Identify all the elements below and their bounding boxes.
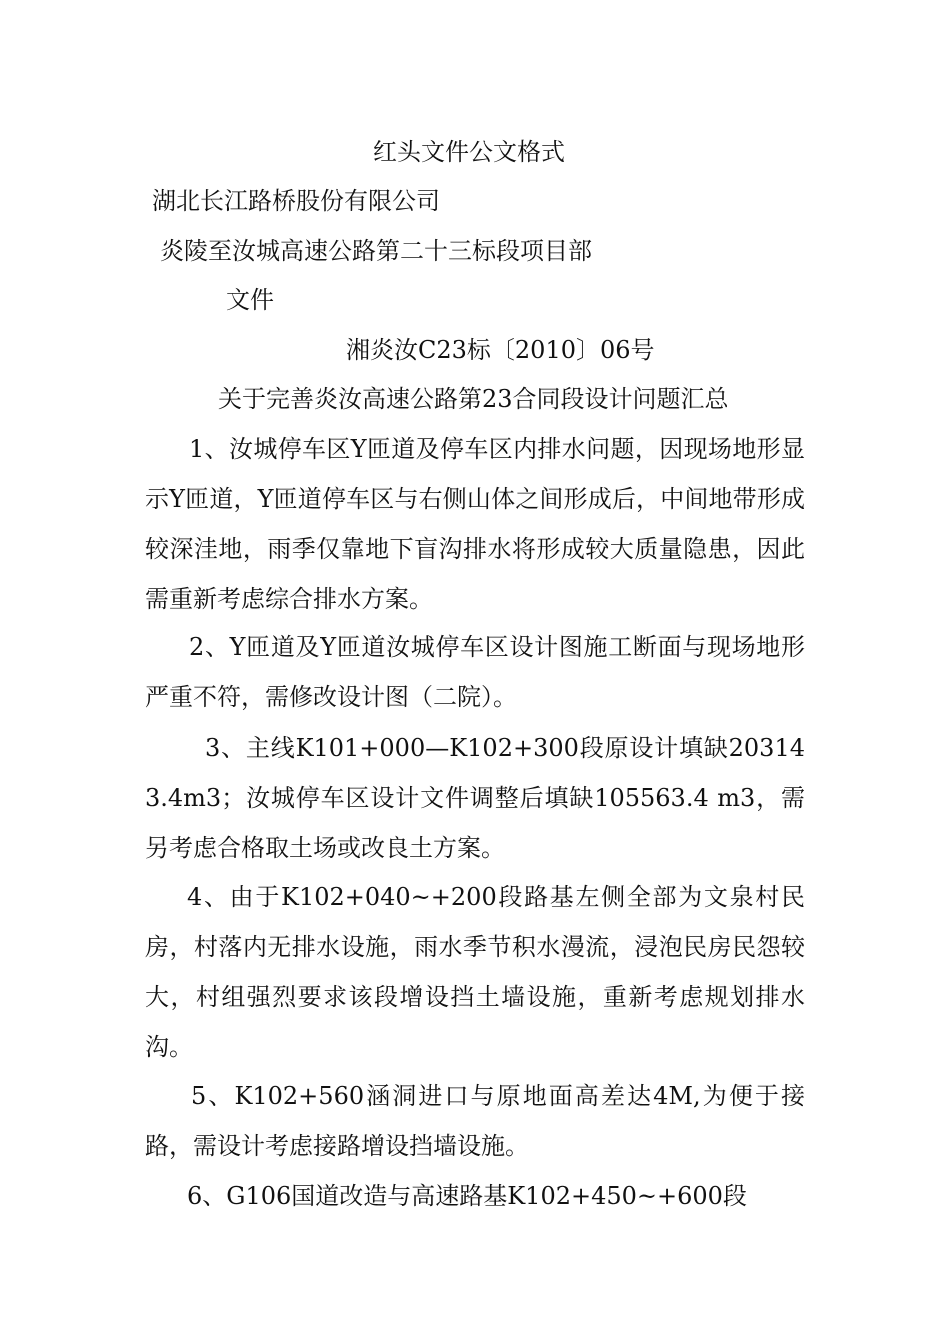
document-subject: 关于完善炎汝高速公路第23合同段设计问题汇总 [218,385,729,413]
issue-item-2: 2、Y匝道及Y匝道汝城停车区设计图施工断面与现场地形严重不符，需修改设计图（二院）。 [145,633,805,711]
project-department: 炎陵至汝城高速公路第二十三标段项目部 [160,237,592,265]
issue-item-5: 5、K102+560涵洞进口与原地面高差达4M,为便于接路，需设计考虑接路增设挡墙设施。 [145,1082,805,1160]
document-label: 文件 [226,286,274,314]
issue-item-4: 4、由于K102+040~+200段路基左侧全部为文泉村民房，村落内无排水设施，雨水季节积水漫流，浸泡民房民怨较大，村组强烈要求该段增设挡土墙设施，重新考虑规划排水沟。 [145,883,805,1061]
document-number: 湘炎汝C23标〔2010〕06号 [346,336,655,364]
document-title: 红头文件公文格式 [373,138,565,166]
issue-item-1: 1、汝城停车区Y匝道及停车区内排水问题，因现场地形显示Y匝道，Y匝道停车区与右侧山体之间形成后，中间地带形成较深洼地，雨季仅靠地下盲沟排水将形成较大质量隐患，因此需重新考虑综合排水方案。 [145,435,805,613]
issue-item-6: 6、G106国道改造与高速路基K102+450~+600段 [187,1182,747,1210]
issue-item-3: 3、主线K101+000—K102+300段原设计填缺203143.4m3；汝城停车区设计文件调整后填缺105563.4 m3，需另考虑合格取土场或改良土方案。 [145,734,805,862]
company-name: 湖北长江路桥股份有限公司 [152,187,440,215]
